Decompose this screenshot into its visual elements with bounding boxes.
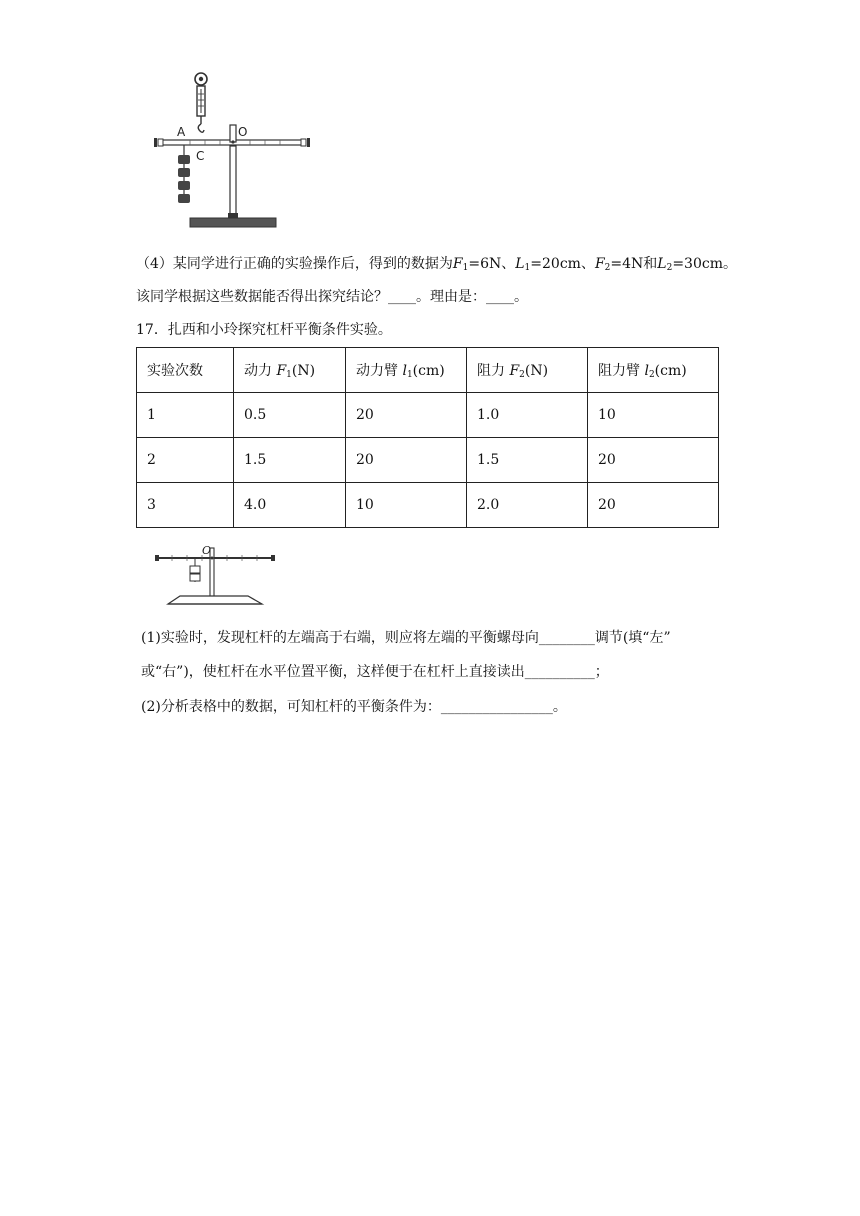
table-cell: 20	[588, 483, 719, 528]
table-cell: 1.5	[467, 438, 588, 483]
table-header-cell: 阻力 $F_2(N)$	[467, 348, 588, 393]
table-header-cell: 动力 $F_1(N)$	[234, 348, 346, 393]
table-row	[137, 393, 719, 438]
table-cell: 1.5	[234, 438, 346, 483]
table-cell: 3	[137, 483, 234, 528]
table-cell: 20	[588, 438, 719, 483]
table-row	[137, 438, 719, 483]
table-header-cell: 动力臂 $l_1(cm)$	[346, 348, 467, 393]
table-cell: 20	[346, 393, 467, 438]
table-cell: 0.5	[234, 393, 346, 438]
table-row	[137, 483, 719, 528]
lever-spring-scale-figure	[150, 70, 320, 232]
table-cell: 2.0	[467, 483, 588, 528]
table-cell: 2	[137, 438, 234, 483]
question-4-line-2: 该同学根据这些数据能否得出探究结论？____。理由是：____。	[136, 289, 528, 305]
table-cell: 10	[588, 393, 719, 438]
table-header-cell: 阻力臂 $l_2(cm)$	[588, 348, 719, 393]
question-4-line-1: （4）某同学进行正确的实验操作后，得到的数据为$F_1=6N$、$L_1=20cm$、$F_2=4N$和$L_2=30cm$。	[136, 256, 737, 273]
table-cell: 4.0	[234, 483, 346, 528]
table-header-cell: 实验次数	[137, 348, 234, 393]
table-cell: 1	[137, 393, 234, 438]
experiment-data-table	[136, 347, 719, 528]
table-cell: 1.0	[467, 393, 588, 438]
question-2-line-1: (2)分析表格中的数据，可知杠杆的平衡条件为：________________。	[141, 699, 567, 715]
label-o: O	[238, 125, 248, 139]
label-o: O	[202, 544, 212, 557]
question-1-line-2: 或“右”)，使杠杆在水平位置平衡，这样便于在杠杆上直接读出__________；	[141, 664, 609, 680]
table-cell: 10	[346, 483, 467, 528]
table-header-row	[137, 348, 719, 393]
table-cell: 20	[346, 438, 467, 483]
question-1-line-1: (1)实验时，发现杠杆的左端高于右端，则应将左端的平衡螺母向________调节(填“左”	[141, 630, 671, 646]
label-a: A	[177, 125, 186, 139]
question-17-title: 17．扎西和小玲探究杠杆平衡条件实验。	[136, 322, 392, 338]
lever-stand-figure	[152, 542, 278, 608]
label-c: C	[196, 149, 205, 163]
